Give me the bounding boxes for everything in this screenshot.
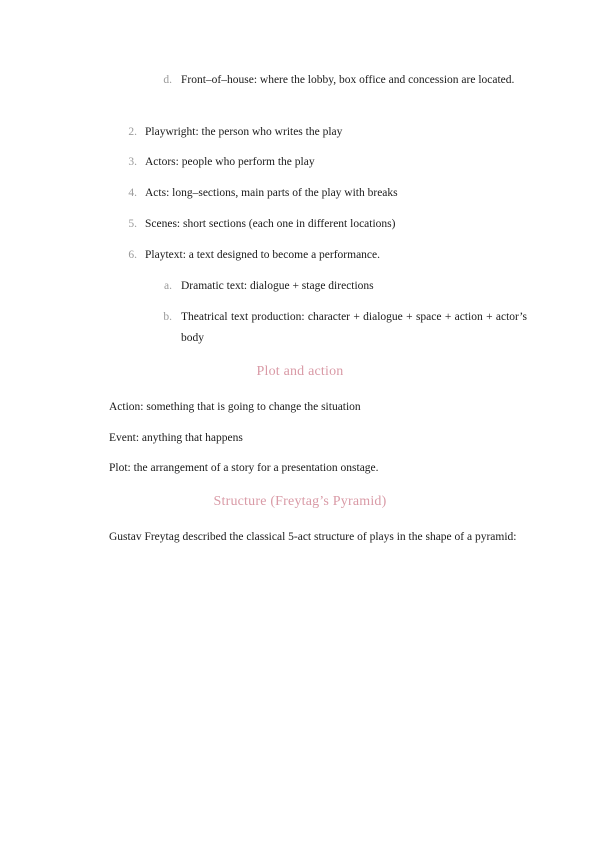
paragraph-freytag: Gustav Freytag described the classical 5-act structure of plays in the shape of a pyramid: [109,531,517,543]
list-item-acts: Acts: long–sections, main parts of the play with breaks [145,187,398,199]
list-item-front-of-house: Front–of–house: where the lobby, box office and concession are located. [181,74,515,86]
list-item-scenes: Scenes: short sections (each one in different locations) [145,218,396,230]
section-heading-structure: Structure (Freytag’s Pyramid) [213,494,387,509]
sublist-marker-b: b. [163,311,172,323]
paragraph-action: Action: something that is going to change the situation [109,401,361,413]
list-marker-d: d. [163,74,172,86]
list-marker-2: 2. [128,126,137,138]
list-marker-3: 3. [128,156,137,168]
list-marker-4: 4. [128,187,137,199]
list-item-actors: Actors: people who perform the play [145,156,315,168]
section-heading-plot: Plot and action [256,364,344,379]
sublist-item-theatrical-text: Theatrical text production: character + dialogue + space + action + actor’s body [181,311,527,344]
sublist-marker-a: a. [164,280,172,292]
list-item-playtext: Playtext: a text designed to become a performance. [145,249,381,261]
list-marker-5: 5. [128,218,137,230]
list-marker-6: 6. [128,249,137,261]
paragraph-plot: Plot: the arrangement of a story for a presentation onstage. [109,462,379,474]
paragraph-event: Event: anything that happens [109,432,243,444]
sublist-item-dramatic-text: Dramatic text: dialogue + stage directions [181,280,374,292]
list-item-playwright: Playwright: the person who writes the play [145,126,343,138]
